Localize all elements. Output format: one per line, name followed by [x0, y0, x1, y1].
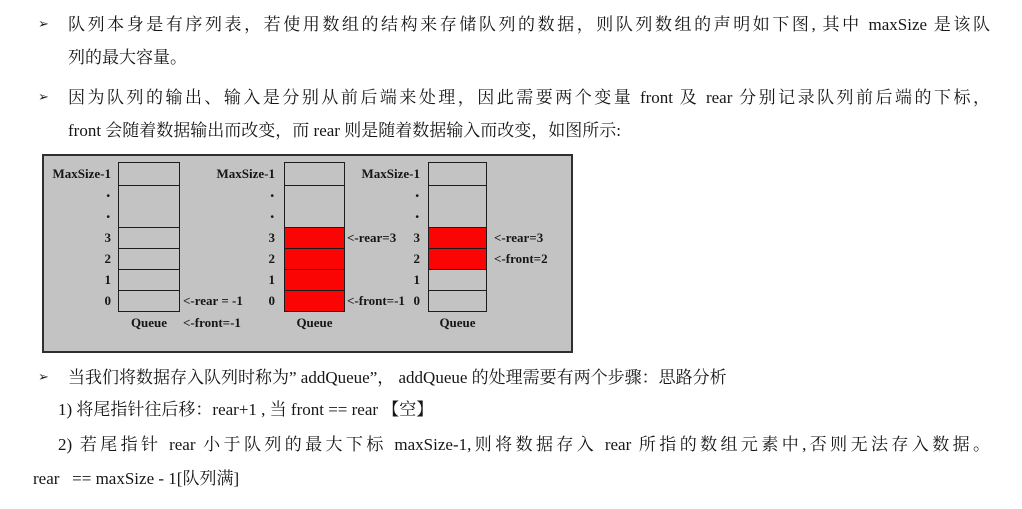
- queue-caption: Queue: [130, 315, 168, 330]
- step2-line: 2) 若尾指针 rear 小于队列的最大下标 maxSize-1,则将数据存入 rear 所指的数组元素中,否则无法存入数据。: [58, 435, 990, 454]
- rear-pointer-label: <-rear=3: [494, 230, 544, 245]
- bullet1-line2: 列的最大容量。: [68, 48, 187, 67]
- queue-cell: [118, 269, 180, 291]
- ellipsis-dot: ·: [414, 186, 420, 205]
- ellipsis-dot: ·: [105, 207, 111, 226]
- rear-pointer-label: <-rear=3: [347, 230, 397, 245]
- queue-caption: Queue: [296, 315, 333, 330]
- bullet3-line1: 当我们将数据存入队列时称为” addQueue”， addQueue 的处理需要有两个步骤：思路分析: [68, 368, 727, 387]
- queue-diagram: [42, 154, 573, 353]
- step2-continuation-line: rear == maxSize - 1[队列满]: [33, 469, 240, 488]
- index-label-3: 3: [413, 230, 420, 245]
- front-pointer-label: <-front=-1: [347, 293, 405, 308]
- index-label-2: 2: [413, 251, 420, 266]
- queue-cell: [284, 185, 345, 228]
- index-label-maxsize: MaxSize-1: [216, 166, 275, 181]
- index-label-maxsize: MaxSize-1: [361, 166, 420, 181]
- step1-line: 1) 将尾指针往后移：rear+1 , 当 front == rear 【空】: [58, 400, 434, 419]
- queue-cell: [428, 162, 487, 186]
- queue-cell: [428, 269, 487, 291]
- ellipsis-dot: ·: [269, 207, 275, 226]
- queue-cell: [118, 248, 180, 270]
- queue-cell: [428, 227, 487, 249]
- index-label-1: 1: [104, 272, 111, 287]
- index-label-0: 0: [413, 293, 420, 308]
- bullet2-line2: front 会随着数据输出而改变，而 rear 则是随着数据输入而改变，如图所示:: [68, 121, 621, 140]
- bullet-marker: ➢: [38, 17, 49, 32]
- queue-cell: [284, 290, 345, 312]
- queue-cell: [428, 290, 487, 312]
- index-label-2: 2: [268, 251, 275, 266]
- index-label-1: 1: [268, 272, 275, 287]
- index-label-2: 2: [104, 251, 111, 266]
- queue-cell: [118, 227, 180, 249]
- index-label-maxsize: MaxSize-1: [52, 166, 111, 181]
- bullet1-line1: 队列本身是有序列表，若使用数组的结构来存储队列的数据，则队列数组的声明如下图, 其中 maxSize 是该队: [68, 15, 990, 34]
- bullet-marker: ➢: [38, 90, 49, 105]
- queue-cell: [118, 162, 180, 186]
- queue-cell: [284, 248, 345, 270]
- bullet2-line1: 因为队列的输出、输入是分别从前后端来处理，因此需要两个变量 front 及 rear 分别记录队列前后端的下标，: [68, 88, 990, 107]
- index-label-3: 3: [104, 230, 111, 245]
- rear-pointer-label: <-rear = -1: [183, 293, 243, 308]
- front-pointer-label: <-front=-1: [183, 315, 241, 330]
- ellipsis-dot: ·: [105, 186, 111, 205]
- bullet-marker: ➢: [38, 370, 49, 385]
- queue-cell: [284, 162, 345, 186]
- index-label-1: 1: [413, 272, 420, 287]
- index-label-0: 0: [104, 293, 111, 308]
- index-label-0: 0: [268, 293, 275, 308]
- queue-cell: [284, 269, 345, 291]
- queue-cell: [118, 185, 180, 228]
- queue-cell: [428, 248, 487, 270]
- front-pointer-label: <-front=2: [494, 251, 548, 266]
- ellipsis-dot: ·: [269, 186, 275, 205]
- queue-cell: [428, 185, 487, 228]
- ellipsis-dot: ·: [414, 207, 420, 226]
- queue-cell: [284, 227, 345, 249]
- queue-cell: [118, 290, 180, 312]
- index-label-3: 3: [268, 230, 275, 245]
- queue-caption: Queue: [439, 315, 476, 330]
